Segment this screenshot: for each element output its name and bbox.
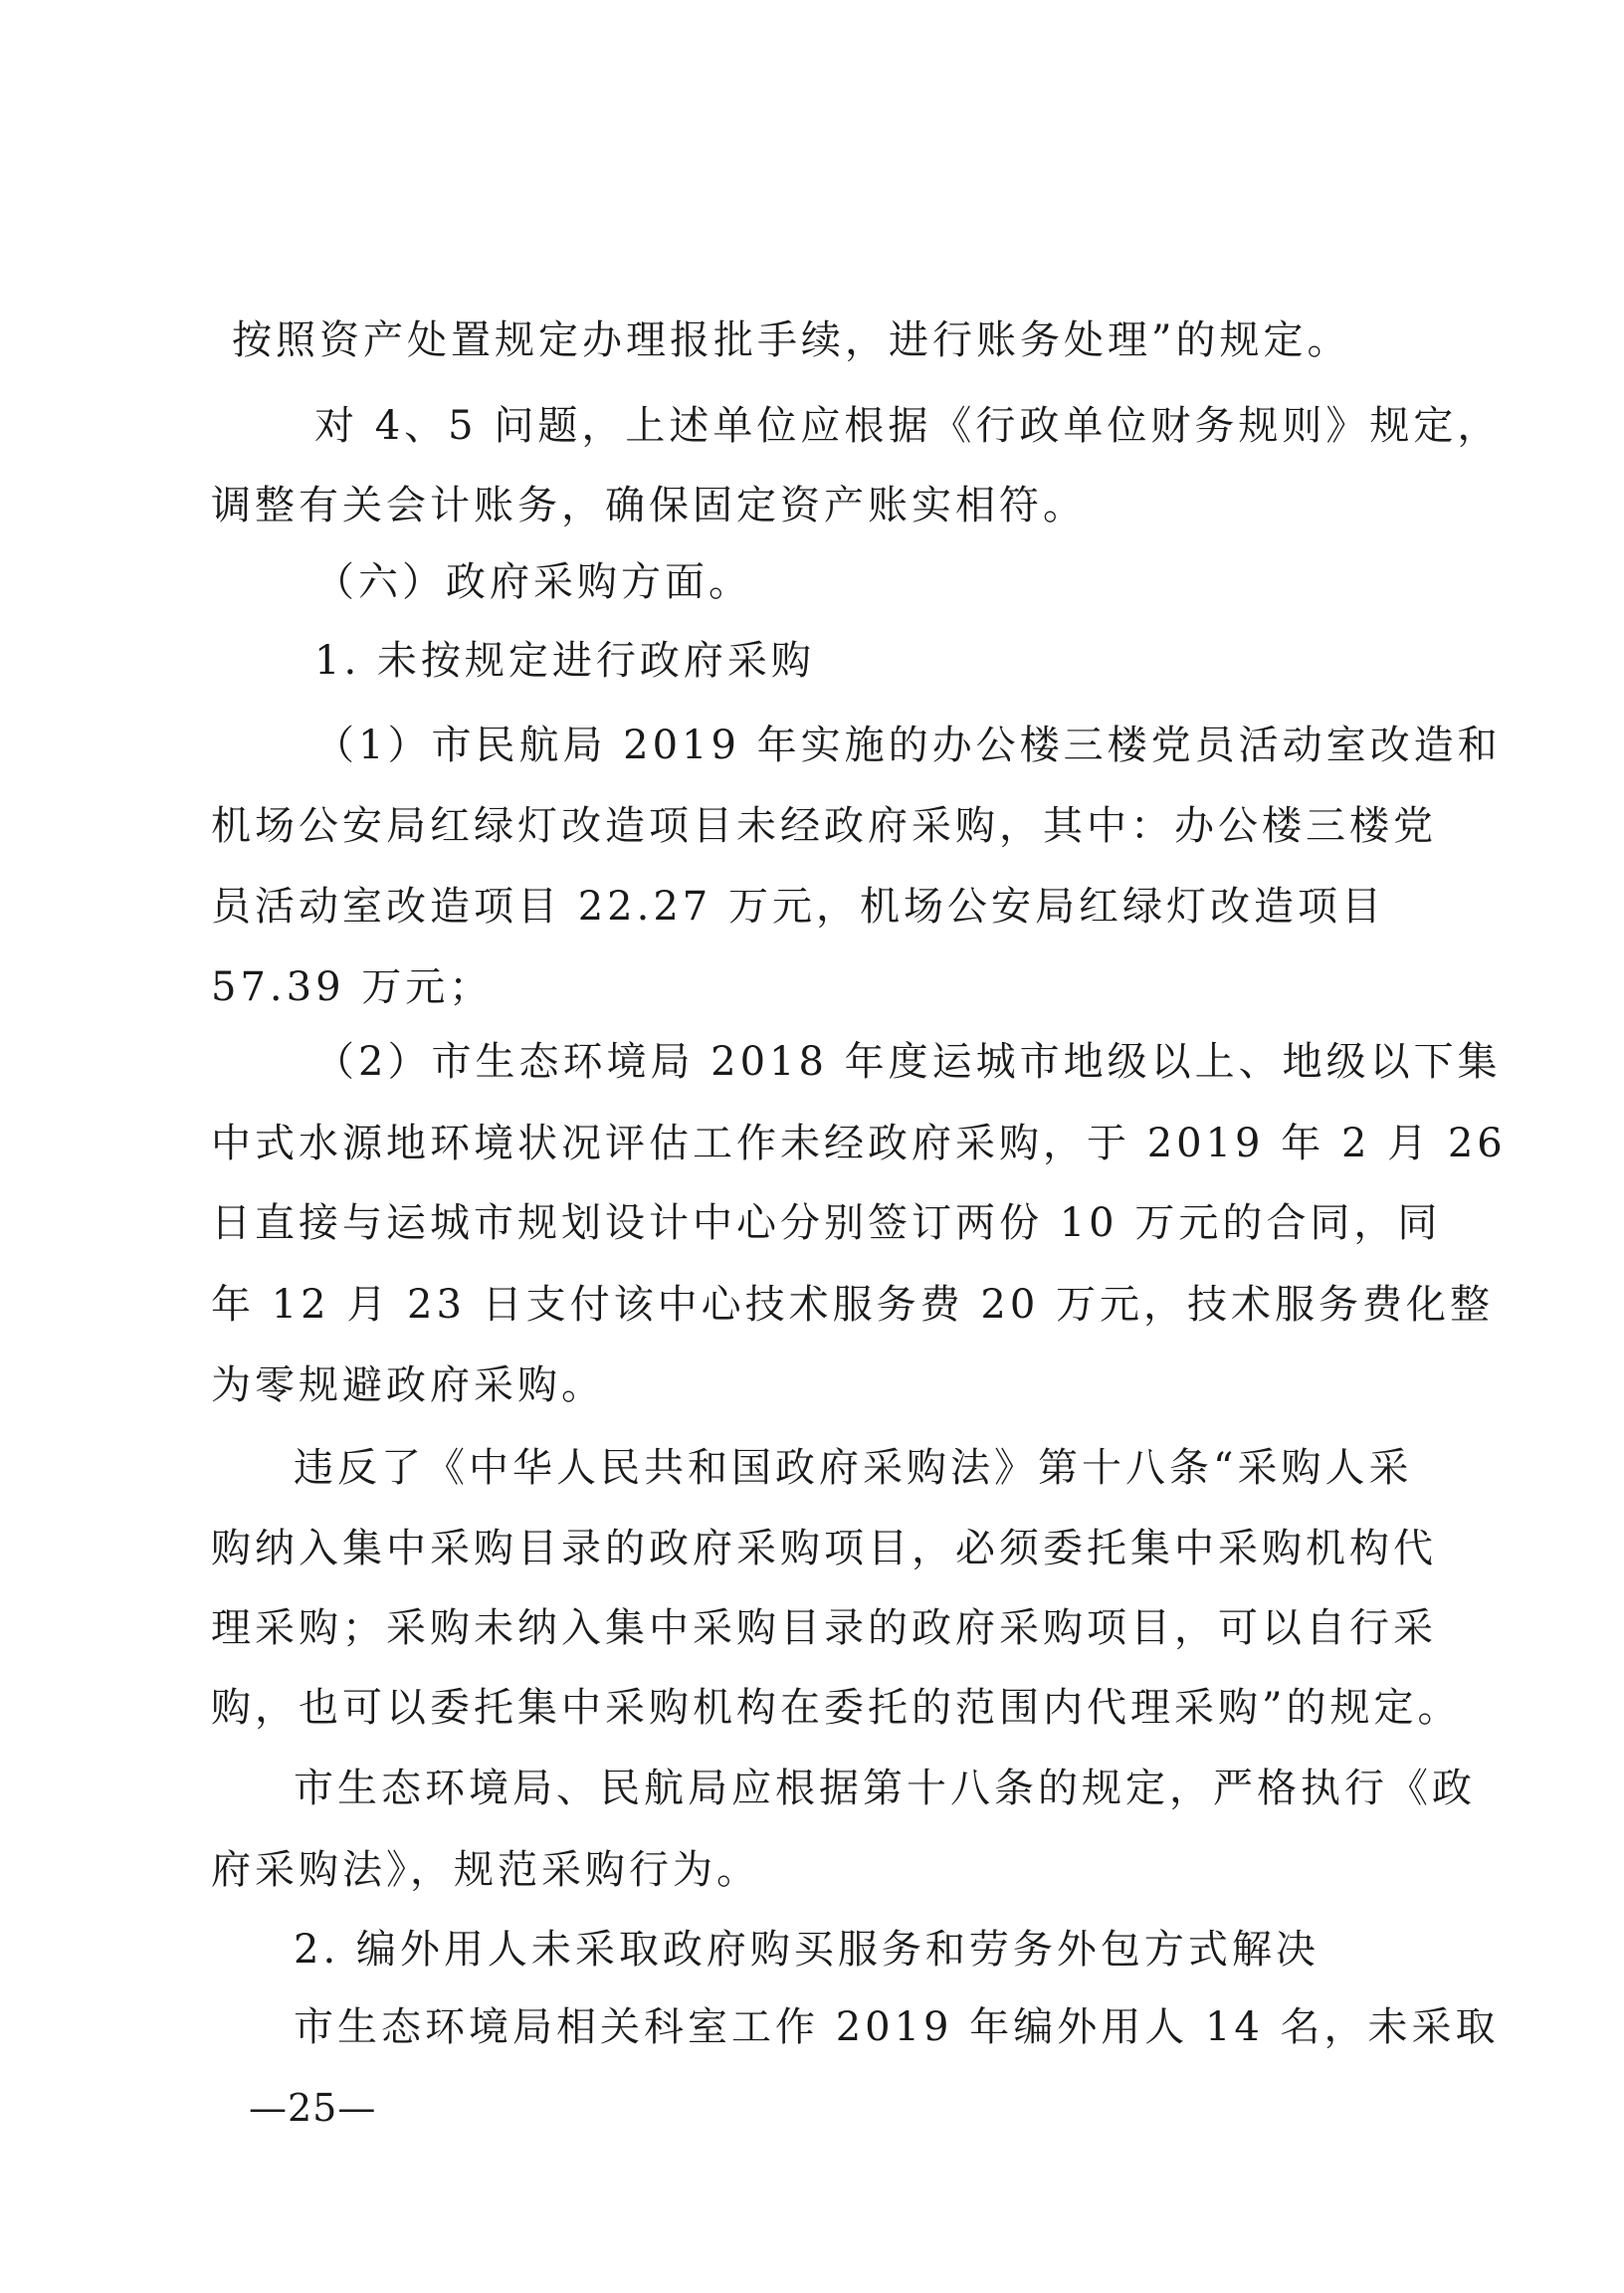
body-text-line: 购纳入集中采购目录的政府采购项目，必须委托集中采购机构代 — [211, 1526, 1437, 1571]
body-text-line: 年 12 月 23 日支付该中心技术服务费 20 万元，技术服务费化整 — [211, 1282, 1494, 1328]
body-text-line: 57.39 万元； — [211, 964, 494, 1010]
body-text-line: 为零规避政府采购。 — [211, 1362, 605, 1408]
body-text-line: 市生态环境局、民航局应根据第十八条的规定，严格执行《政 — [294, 1766, 1476, 1811]
body-text-line: 中式水源地环境状况评估工作未经政府采购，于 2019 年 2 月 26 — [211, 1121, 1507, 1166]
subsection-heading: 1. 未按规定进行政府采购 — [314, 638, 815, 684]
subsection-heading: 2. 编外用人未采取政府购买服务和劳务外包方式解决 — [294, 1927, 1320, 1973]
body-text-line: 机场公安局红绿灯改造项目未经政府采购，其中：办公楼三楼党 — [211, 803, 1437, 849]
body-text-line: 对 4、5 问题，上述单位应根据《行政单位财务规则》规定， — [314, 403, 1502, 449]
body-text-line: 按照资产处置规定办理报批手续，进行账务处理”的规定。 — [232, 317, 1351, 363]
body-text-line: 员活动室改造项目 22.27 万元，机场公安局红绿灯改造项目 — [211, 884, 1385, 930]
body-text-line: 购，也可以委托集中采购机构在委托的范围内代理采购”的规定。 — [211, 1685, 1462, 1731]
body-text-line: （2）市生态环境局 2018 年度运城市地级以上、地级以下集 — [314, 1039, 1502, 1085]
body-text-line: 违反了《中华人民共和国政府采购法》第十八条“采购人采 — [294, 1445, 1413, 1491]
body-text-line: 日直接与运城市规划设计中心分别签订两份 10 万元的合同，同 — [211, 1200, 1442, 1246]
body-text-line: 调整有关会计账务，确保固定资产账实相符。 — [211, 483, 1087, 528]
page-number: —25— — [249, 2086, 377, 2130]
body-text-line: 理采购；采购未纳入集中采购目录的政府采购项目，可以自行采 — [211, 1605, 1437, 1651]
body-text-line: （1）市民航局 2019 年实施的办公楼三楼党员活动室改造和 — [314, 723, 1502, 768]
body-text-line: 市生态环境局相关科室工作 2019 年编外用人 14 名，未采取 — [294, 2004, 1500, 2050]
body-text-line: 府采购法》，规范采购行为。 — [211, 1847, 760, 1893]
section-heading: （六）政府采购方面。 — [314, 559, 752, 605]
